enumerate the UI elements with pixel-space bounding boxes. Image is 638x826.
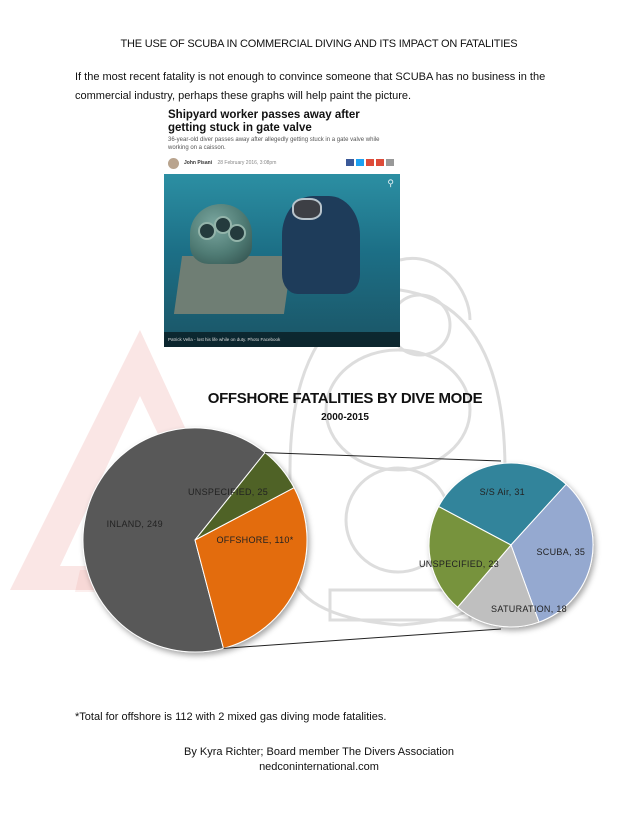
sub-label-saturation: SATURATION, 18 [491, 604, 567, 614]
main-label-inland: INLAND, 249 [106, 519, 163, 530]
article-date: 28 February 2016, 3:08pm [217, 160, 277, 166]
credit [0, 745, 638, 775]
footnote: *Total for offshore is 112 with 2 mixed gas diving mode fatalities. [75, 711, 387, 723]
credit-website: nedconinternational.com [259, 761, 379, 773]
sub-label-unspecified: UNSPECIFIED, 23 [418, 559, 500, 569]
photo-caption: Patrick Vella - lost his life while on duty. Photo Facebook [164, 332, 400, 347]
chart-subtitle: 2000-2015 [321, 412, 369, 423]
main-label-unspecified: UNSPECIFIED, 25 [187, 487, 269, 497]
sub-label-s-s-air: S/S Air, 31 [479, 486, 525, 497]
page-header: THE USE OF SCUBA IN COMMERCIAL DIVING AND ITS IMPACT ON FATALITIES [120, 38, 518, 50]
connector-line-top [265, 453, 501, 461]
intro-paragraph: If the most recent fatality is not enough to convince someone that SCUBA has no business in the commercial industry, perhaps these graphs will help paint the picture. [75, 71, 546, 102]
credit-author: By Kyra Richter; Board member The Divers Association [183, 746, 454, 758]
sub-label-scuba: SCUBA, 35 [536, 546, 586, 557]
article-subhead: 36-year-old diver passes away after allegedly getting stuck in a gate valve while working on a caisson. [168, 137, 380, 151]
connector-line-bottom [223, 629, 501, 648]
chart-title: OFFSHORE FATALITIES BY DIVE MODE [207, 390, 483, 407]
article-author: John Pisani [184, 160, 213, 166]
article-headline: Shipyard worker passes away after getting stuck in gate valve [168, 109, 360, 134]
main-label-offshore: OFFSHORE, 110* [216, 535, 294, 545]
magnify-icon: ⚲ [387, 178, 394, 188]
